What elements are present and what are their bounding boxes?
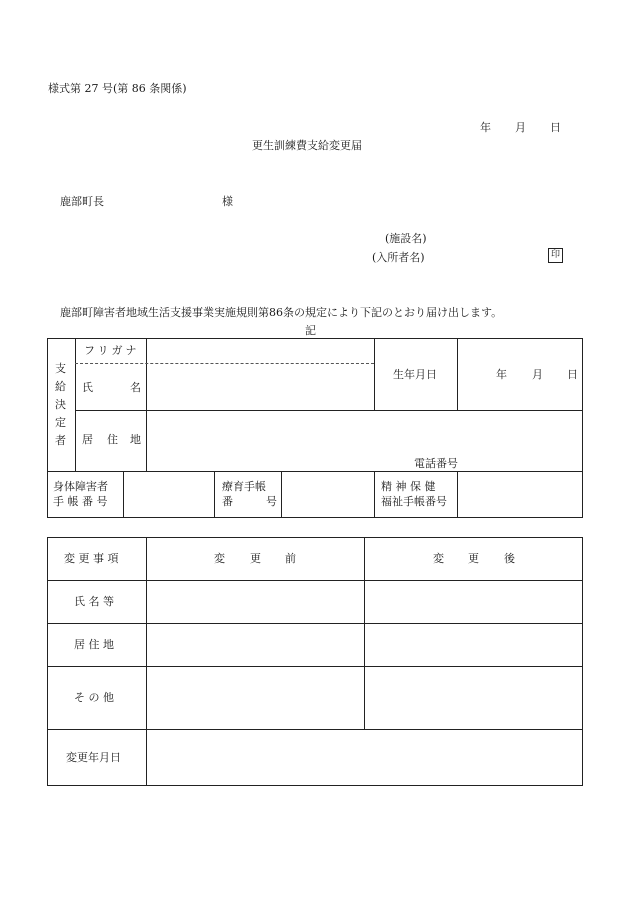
row-name-label: 氏 名 等 [74, 595, 114, 608]
col-before-3: 前 [285, 552, 296, 565]
ryoiku-label-2a: 番 [222, 495, 233, 508]
seal-mark: 印 [548, 248, 563, 263]
side-label-2: 決 [55, 398, 66, 411]
address-label-1: 居 [82, 433, 93, 446]
row-date-label: 変更年月日 [66, 751, 121, 764]
birth-day: 日 [567, 368, 578, 381]
col-item-header: 変 更 事 項 [64, 552, 119, 565]
birth-label: 生年月日 [393, 368, 437, 381]
col-after-1: 変 [433, 552, 444, 565]
facility-label: (施設名) [385, 232, 427, 245]
side-label-4: 者 [55, 434, 66, 447]
addressee-name: 鹿部町長 [60, 195, 104, 208]
ryoiku-label-2b: 号 [266, 495, 277, 508]
col-after-3: 後 [504, 552, 515, 565]
body-text: 鹿部町障害者地域生活支援事業実施規則第86条の規定により下記のとおり届け出します。 [60, 306, 503, 319]
mental-label-1: 精 神 保 健 [381, 480, 436, 493]
physical-label-2: 手 帳 番 号 [53, 495, 108, 508]
resident-label: (入所者名) [372, 251, 425, 264]
birth-year: 年 [496, 368, 507, 381]
date-year: 年 [480, 121, 491, 134]
form-number: 様式第 27 号(第 86 条関係) [48, 82, 187, 95]
ryoiku-label-1: 療育手帳 [222, 480, 266, 493]
mental-label-2: 福祉手帳番号 [381, 495, 447, 508]
address-label-2: 住 [107, 433, 118, 446]
side-label-1: 給 [55, 380, 66, 393]
date-day: 日 [550, 121, 561, 134]
col-before-2: 更 [250, 552, 261, 565]
name-label-2: 名 [130, 381, 141, 394]
side-label-3: 定 [55, 416, 66, 429]
addressee-honorific: 様 [222, 195, 233, 208]
phone-label: 電話番号 [414, 457, 458, 470]
address-label-3: 地 [130, 433, 141, 446]
col-after-2: 更 [468, 552, 479, 565]
side-label-0: 支 [55, 362, 66, 375]
row-other-label: そ の 他 [74, 691, 114, 704]
row-address-label: 居 住 地 [74, 638, 114, 651]
document-title: 更生訓練費支給変更届 [252, 139, 362, 152]
col-before-1: 変 [214, 552, 225, 565]
ki-label: 記 [305, 324, 316, 337]
date-month: 月 [515, 121, 526, 134]
birth-month: 月 [532, 368, 543, 381]
name-label-1: 氏 [82, 381, 93, 394]
furigana-label: フリガナ [84, 344, 140, 357]
physical-label-1: 身体障害者 [53, 480, 108, 493]
